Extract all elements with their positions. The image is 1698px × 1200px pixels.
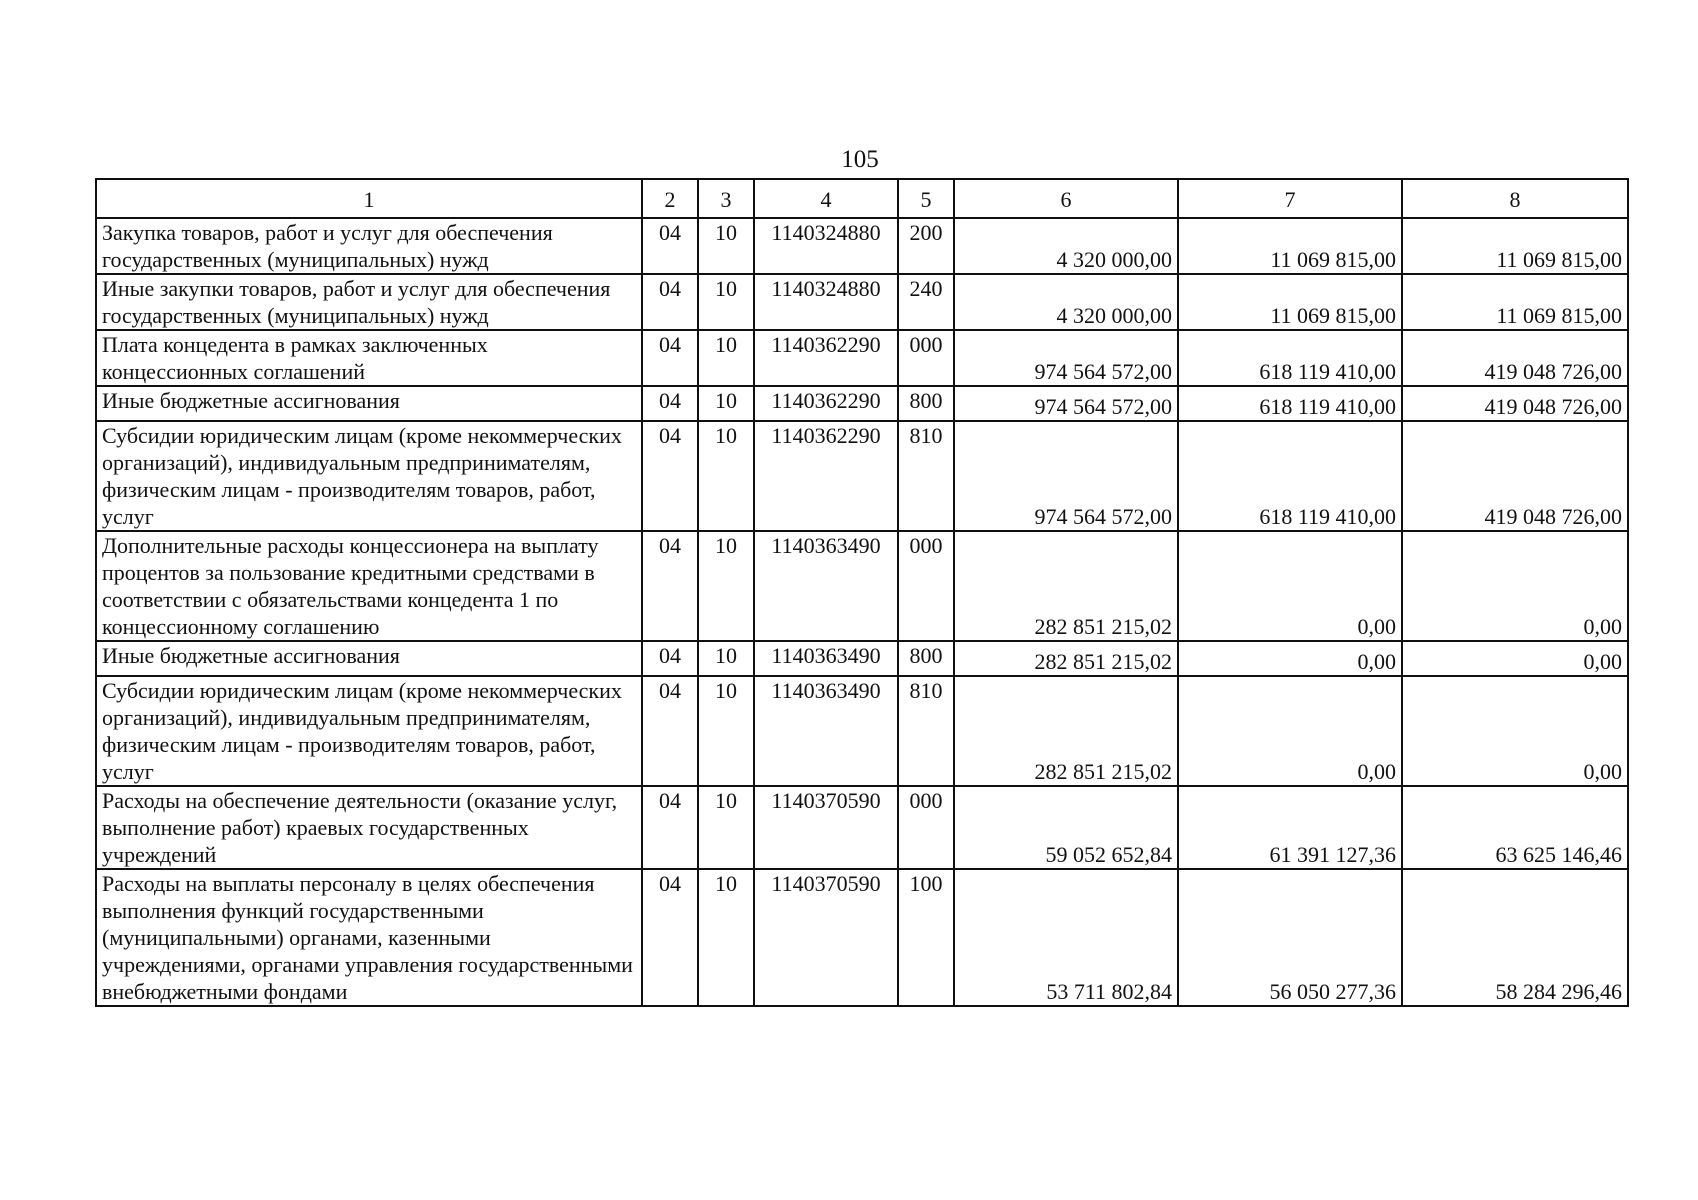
table-row [96, 386, 1628, 421]
cell-subsection: 10 [698, 386, 754, 421]
row-name: Субсидии юридическим лицам (кроме некоммерческих организаций), индивидуальным предпринимателям, физическим лицам - производителям товаров, работ, услуг [96, 421, 642, 531]
cell-target-code: 1140363490 [754, 531, 898, 641]
cell-amount-7: 61 391 127,36 [1178, 786, 1402, 869]
budget-table [95, 178, 1629, 1007]
cell-expense-type: 800 [898, 641, 954, 676]
cell-target-code: 1140370590 [754, 786, 898, 869]
cell-amount-7: 11 069 815,00 [1178, 218, 1402, 274]
cell-target-code: 1140362290 [754, 421, 898, 531]
header-cell: 4 [754, 179, 898, 218]
cell-amount-6: 974 564 572,00 [954, 330, 1178, 386]
row-name: Закупка товаров, работ и услуг для обеспечения государственных (муниципальных) нужд [96, 218, 642, 274]
cell-amount-7: 11 069 815,00 [1178, 274, 1402, 330]
cell-target-code: 1140324880 [754, 274, 898, 330]
row-name: Иные закупки товаров, работ и услуг для обеспечения государственных (муниципальных) нужд [96, 274, 642, 330]
table-row [96, 274, 1628, 330]
cell-amount-8: 0,00 [1402, 531, 1628, 641]
cell-target-code: 1140363490 [754, 676, 898, 786]
cell-expense-type: 200 [898, 218, 954, 274]
cell-amount-7: 0,00 [1178, 641, 1402, 676]
table-row [96, 421, 1628, 531]
cell-section: 04 [642, 531, 698, 641]
cell-expense-type: 100 [898, 869, 954, 1006]
cell-amount-7: 56 050 277,36 [1178, 869, 1402, 1006]
row-name: Расходы на выплаты персоналу в целях обеспечения выполнения функций государственными (муниципальными) органами, казенными учреждениями, органами управления государственными внебюджетными фондами [96, 869, 642, 1006]
cell-section: 04 [642, 676, 698, 786]
cell-target-code: 1140362290 [754, 330, 898, 386]
header-cell: 1 [96, 179, 642, 218]
cell-amount-6: 974 564 572,00 [954, 421, 1178, 531]
row-name: Расходы на обеспечение деятельности (оказание услуг, выполнение работ) краевых государственных учреждений [96, 786, 642, 869]
table-row [96, 869, 1628, 1006]
cell-amount-6: 59 052 652,84 [954, 786, 1178, 869]
cell-amount-6: 974 564 572,00 [954, 386, 1178, 421]
cell-expense-type: 810 [898, 421, 954, 531]
cell-amount-7: 0,00 [1178, 531, 1402, 641]
table-row [96, 786, 1628, 869]
header-cell: 7 [1178, 179, 1402, 218]
header-row [96, 179, 1628, 218]
cell-amount-8: 58 284 296,46 [1402, 869, 1628, 1006]
cell-subsection: 10 [698, 641, 754, 676]
cell-amount-6: 282 851 215,02 [954, 676, 1178, 786]
header-cell: 3 [698, 179, 754, 218]
row-name: Иные бюджетные ассигнования [96, 641, 642, 676]
cell-amount-6: 53 711 802,84 [954, 869, 1178, 1006]
cell-amount-8: 419 048 726,00 [1402, 386, 1628, 421]
table-row [96, 676, 1628, 786]
cell-expense-type: 000 [898, 531, 954, 641]
cell-amount-8: 419 048 726,00 [1402, 421, 1628, 531]
cell-amount-6: 282 851 215,02 [954, 531, 1178, 641]
header-cell: 2 [642, 179, 698, 218]
cell-amount-7: 618 119 410,00 [1178, 386, 1402, 421]
cell-expense-type: 000 [898, 786, 954, 869]
cell-subsection: 10 [698, 531, 754, 641]
row-name: Иные бюджетные ассигнования [96, 386, 642, 421]
cell-expense-type: 800 [898, 386, 954, 421]
cell-expense-type: 240 [898, 274, 954, 330]
cell-section: 04 [642, 330, 698, 386]
cell-section: 04 [642, 386, 698, 421]
table-row [96, 531, 1628, 641]
cell-subsection: 10 [698, 218, 754, 274]
cell-subsection: 10 [698, 676, 754, 786]
row-name: Плата концедента в рамках заключенных концессионных соглашений [96, 330, 642, 386]
header-cell: 5 [898, 179, 954, 218]
cell-section: 04 [642, 641, 698, 676]
cell-amount-8: 419 048 726,00 [1402, 330, 1628, 386]
cell-amount-7: 0,00 [1178, 676, 1402, 786]
cell-amount-8: 0,00 [1402, 676, 1628, 786]
cell-amount-6: 282 851 215,02 [954, 641, 1178, 676]
cell-target-code: 1140370590 [754, 869, 898, 1006]
row-name: Субсидии юридическим лицам (кроме некоммерческих организаций), индивидуальным предпринимателям, физическим лицам - производителям товаров, работ, услуг [96, 676, 642, 786]
cell-amount-8: 11 069 815,00 [1402, 218, 1628, 274]
cell-amount-7: 618 119 410,00 [1178, 421, 1402, 531]
cell-amount-8: 11 069 815,00 [1402, 274, 1628, 330]
table-row [96, 218, 1628, 274]
header-cell: 8 [1402, 179, 1628, 218]
cell-expense-type: 810 [898, 676, 954, 786]
cell-target-code: 1140363490 [754, 641, 898, 676]
cell-section: 04 [642, 274, 698, 330]
cell-amount-7: 618 119 410,00 [1178, 330, 1402, 386]
cell-target-code: 1140362290 [754, 386, 898, 421]
cell-section: 04 [642, 869, 698, 1006]
cell-amount-8: 0,00 [1402, 641, 1628, 676]
cell-amount-6: 4 320 000,00 [954, 274, 1178, 330]
table-row [96, 330, 1628, 386]
cell-subsection: 10 [698, 786, 754, 869]
cell-amount-8: 63 625 146,46 [1402, 786, 1628, 869]
cell-section: 04 [642, 218, 698, 274]
header-cell: 6 [954, 179, 1178, 218]
page-number: 105 [841, 146, 879, 173]
cell-section: 04 [642, 421, 698, 531]
cell-amount-6: 4 320 000,00 [954, 218, 1178, 274]
cell-subsection: 10 [698, 421, 754, 531]
cell-target-code: 1140324880 [754, 218, 898, 274]
cell-subsection: 10 [698, 330, 754, 386]
cell-subsection: 10 [698, 274, 754, 330]
cell-expense-type: 000 [898, 330, 954, 386]
table-row [96, 641, 1628, 676]
row-name: Дополнительные расходы концессионера на выплату процентов за пользование кредитными средствами в соответствии с обязательствами концедента 1 по концессионному соглашению [96, 531, 642, 641]
cell-subsection: 10 [698, 869, 754, 1006]
cell-section: 04 [642, 786, 698, 869]
